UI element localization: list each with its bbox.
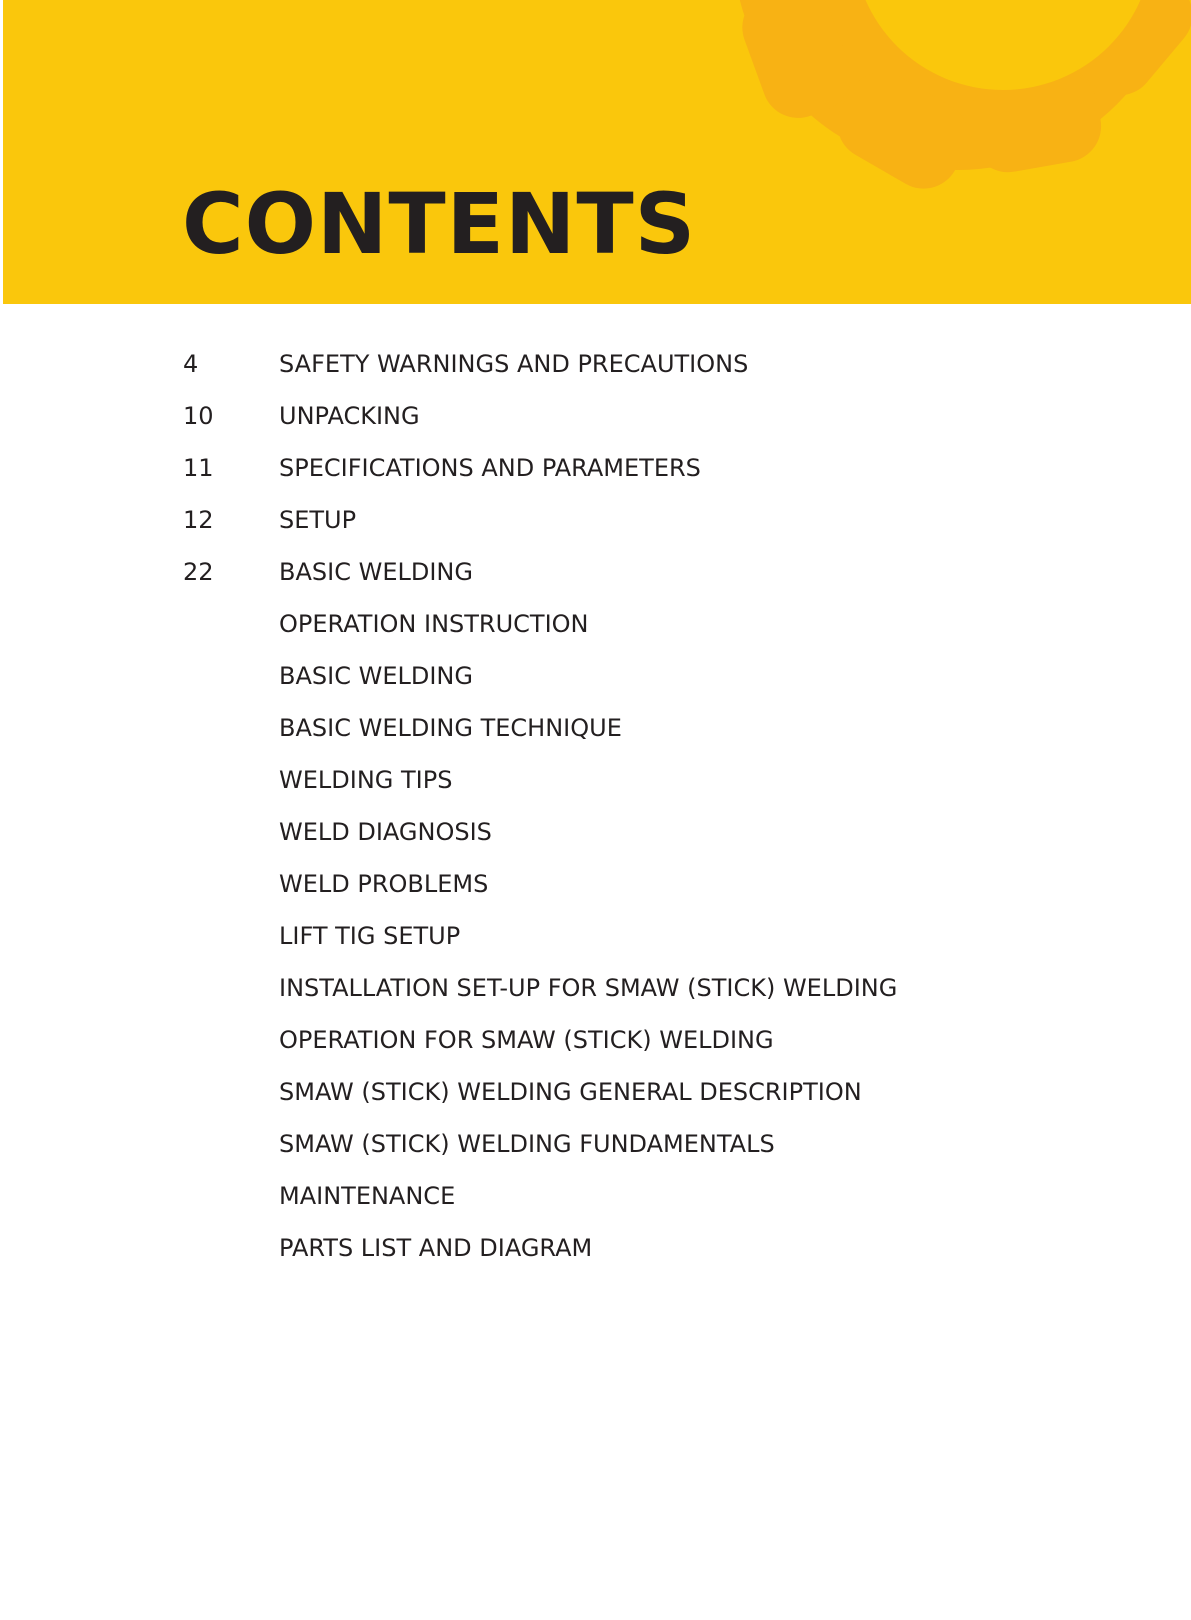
toc-entry[interactable] (0, 754, 1191, 806)
toc-entry[interactable] (0, 598, 1191, 650)
toc-entry[interactable] (0, 806, 1191, 858)
toc-entry[interactable] (0, 1066, 1191, 1118)
toc-page-number: 4 (183, 350, 199, 378)
toc-entry-label: SPECIFICATIONS AND PARAMETERS (279, 454, 701, 482)
toc-page-number: 12 (183, 506, 214, 534)
toc-entry[interactable] (0, 858, 1191, 910)
toc-entry-label: WELDING TIPS (279, 766, 453, 794)
toc-entry[interactable] (0, 546, 1191, 598)
toc-entry-label: BASIC WELDING (279, 558, 473, 586)
toc-entry[interactable] (0, 702, 1191, 754)
toc-entry[interactable] (0, 1014, 1191, 1066)
toc-entry[interactable] (0, 650, 1191, 702)
toc-entry-label: WELD PROBLEMS (279, 870, 489, 898)
toc-entry-label: SETUP (279, 506, 357, 534)
toc-entry-label: OPERATION INSTRUCTION (279, 610, 589, 638)
toc-page-number: 10 (183, 402, 214, 430)
header-banner (3, 0, 1191, 304)
toc-entry-label: OPERATION FOR SMAW (STICK) WELDING (279, 1026, 774, 1054)
toc-entry[interactable] (0, 910, 1191, 962)
toc-entry-label: LIFT TIG SETUP (279, 922, 461, 950)
toc-entry-label: SMAW (STICK) WELDING GENERAL DESCRIPTION (279, 1078, 862, 1106)
toc-entry-label: MAINTENANCE (279, 1182, 456, 1210)
toc-entry-label: UNPACKING (279, 402, 420, 430)
toc-entry-label: SMAW (STICK) WELDING FUNDAMENTALS (279, 1130, 775, 1158)
toc-entry-label: SAFETY WARNINGS AND PRECAUTIONS (279, 350, 749, 378)
toc-entry[interactable] (0, 962, 1191, 1014)
toc-entry[interactable] (0, 338, 1191, 390)
toc-entry[interactable] (0, 1118, 1191, 1170)
toc-entry[interactable] (0, 1170, 1191, 1222)
toc-page-number: 22 (183, 558, 214, 586)
toc-entry[interactable] (0, 390, 1191, 442)
toc-entry[interactable] (0, 442, 1191, 494)
toc-entry-label: INSTALLATION SET-UP FOR SMAW (STICK) WELDING (279, 974, 898, 1002)
toc-entry-label: BASIC WELDING TECHNIQUE (279, 714, 622, 742)
toc-entry-label: BASIC WELDING (279, 662, 473, 690)
toc-page-number: 11 (183, 454, 214, 482)
toc-entry-label: PARTS LIST AND DIAGRAM (279, 1234, 593, 1262)
toc-entry[interactable] (0, 494, 1191, 546)
table-of-contents (0, 338, 1191, 1274)
page-title: CONTENTS (182, 175, 697, 273)
toc-entry[interactable] (0, 1222, 1191, 1274)
toc-entry-label: WELD DIAGNOSIS (279, 818, 492, 846)
